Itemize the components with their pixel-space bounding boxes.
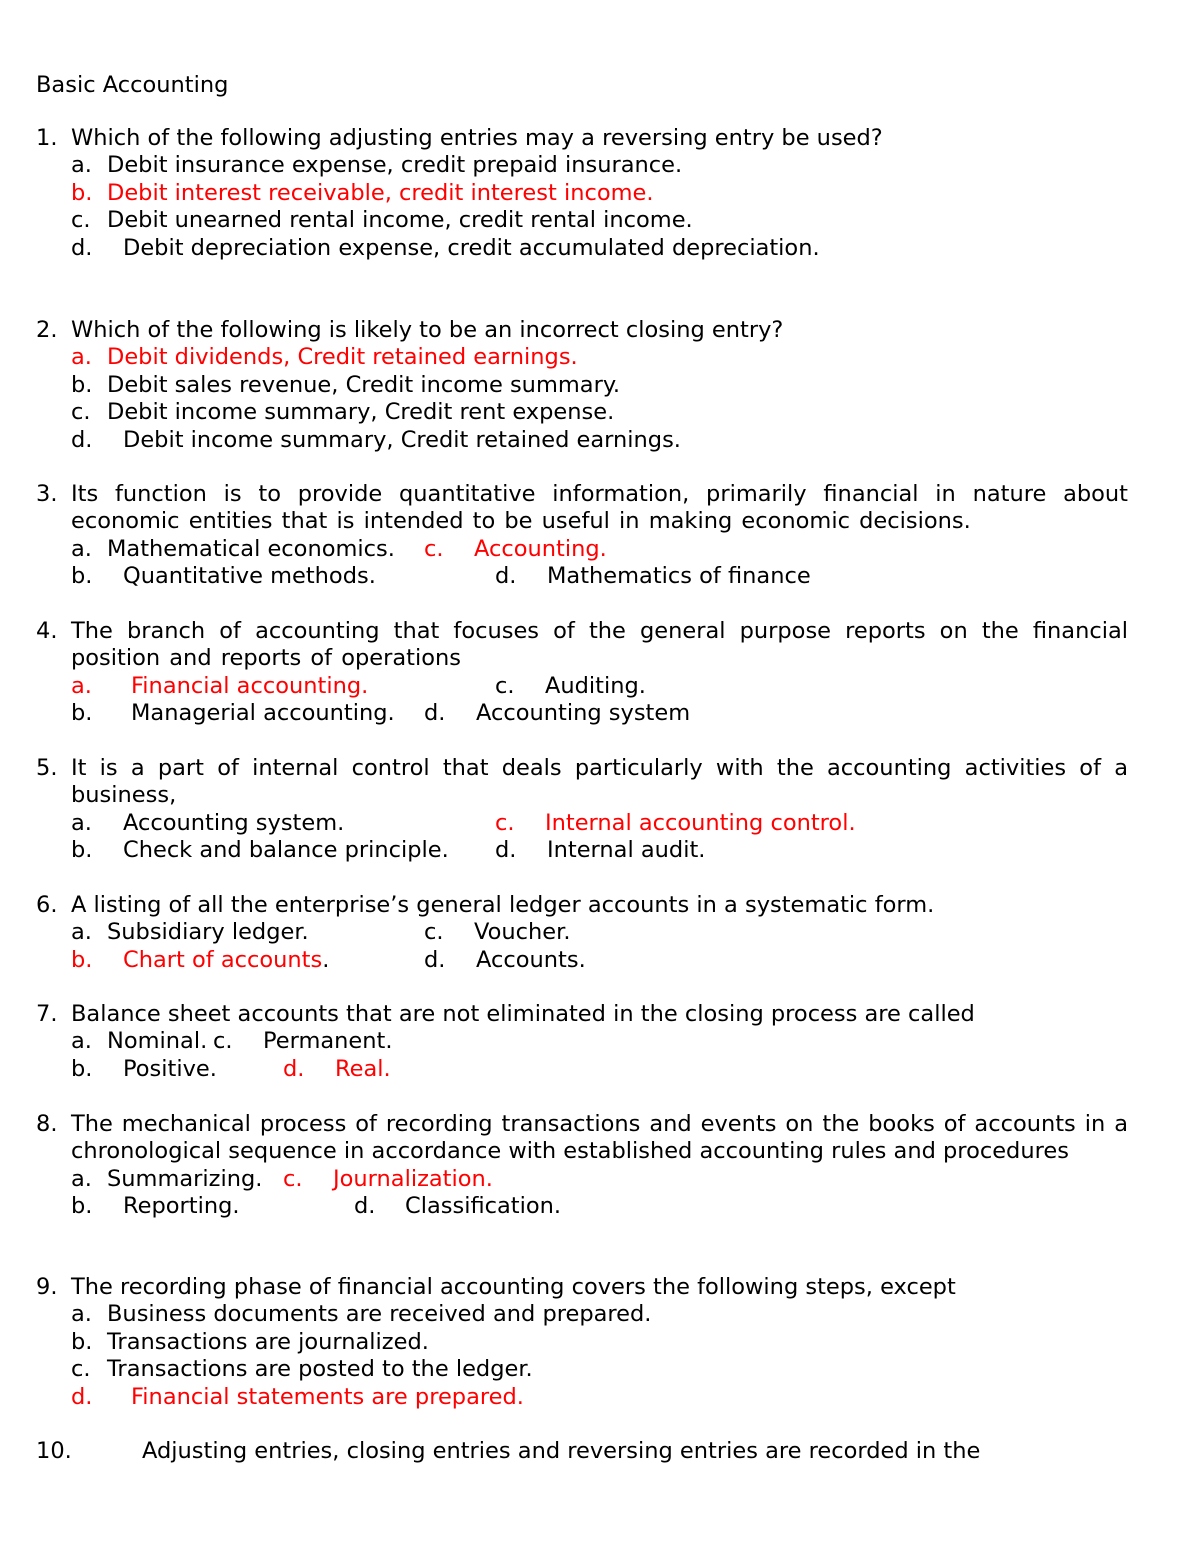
question-4 [36,618,1128,728]
correct-option-text: Accounting. [474,535,607,562]
question-text: A listing of all the enterprise’s general ledger accounts in a systematic form. [71,892,935,918]
option-letter: a. [71,1301,92,1328]
correct-option-letter: c. [283,1165,303,1192]
option-text: Debit insurance expense, credit prepaid insurance. [107,152,683,179]
option-text: Check and balance principle. [123,837,449,864]
question-7 [36,1001,1128,1083]
option-letter: b. [71,179,93,206]
option-letter: a. [71,919,92,946]
correct-option-row [71,180,1128,207]
option-text: Accounting system. [123,809,345,836]
question-5 [36,755,1128,865]
option-letter: a. [71,1165,92,1192]
option-text: Subsidiary ledger. [107,919,309,946]
option-row [71,837,1128,864]
option-text: Positive. [123,1055,217,1082]
question-text: Its function is to provide quantitative information, primarily financial in nature about economic entities that is intended to be useful in making economic decisions. [71,481,1128,535]
correct-option-letter: b. [71,946,93,973]
question-number: 6. [36,892,58,918]
question-2 [36,317,1128,454]
correct-option-text: Real. [335,1055,391,1082]
question-number: 8. [36,1111,58,1137]
option-letter: d. [71,234,93,261]
correct-option-row [71,1384,1128,1411]
option-text: Auditing. [545,672,646,699]
question-9 [36,1274,1128,1411]
option-letter: b. [71,371,93,398]
option-text: Voucher. [474,919,571,946]
question-text: The branch of accounting that focuses of the general purpose reports on the financial position and reports of operations [71,618,1128,672]
option-text: Business documents are received and prepared. [107,1301,652,1328]
option-letter: c. [213,1028,233,1055]
option-letter: c. [71,207,91,234]
option-text: Debit dividends, Credit retained earnings. [107,344,578,371]
option-letter: c. [71,399,91,426]
question-10 [36,1438,1128,1465]
option-text: Debit income summary, Credit rent expense. [107,399,615,426]
correct-option-letter: c. [495,809,515,836]
question-text: Which of the following is likely to be an incorrect closing entry? [71,317,784,343]
question-8 [36,1111,1128,1221]
option-letter: a. [71,535,92,562]
option-text: Mathematical economics. [107,535,395,562]
option-row [71,399,1128,426]
option-row [71,1028,1128,1055]
option-row [71,235,1128,262]
option-letter: b. [71,1328,93,1355]
option-text: Debit income summary, Credit retained earnings. [123,426,681,453]
option-row [71,152,1128,179]
question-number: 2. [36,317,58,343]
option-text: Permanent. [263,1028,393,1055]
option-text: Mathematics of finance [547,563,811,590]
correct-option-row [71,344,1128,371]
option-letter: d. [71,426,93,453]
question-number: 5. [36,755,58,781]
correct-option-text: Chart of accounts [123,946,323,973]
option-letter: d. [495,837,517,864]
document-title: Basic Accounting [36,72,229,98]
option-row [71,427,1128,454]
option-text: Summarizing. [107,1165,263,1192]
option-letter: d. [495,563,517,590]
option-letter: c. [71,1356,91,1383]
option-text: Transactions are journalized. [107,1328,429,1355]
question-text: Balance sheet accounts that are not eliminated in the closing process are called [71,1001,975,1027]
option-letter: a. [71,344,92,371]
correct-option-letter: d. [283,1055,305,1082]
option-text: Debit interest receivable, credit interest income. [107,179,654,206]
correct-option-text: Journalization. [333,1165,493,1192]
question-number: 10. [36,1438,72,1464]
option-text: Quantitative methods. [123,563,376,590]
option-text: Accounting system [476,700,691,727]
correct-option-text: Internal accounting control. [545,809,856,836]
question-text: The recording phase of financial accounting covers the following steps, except [71,1274,956,1300]
option-letter: a. [71,809,92,836]
option-row [71,700,1128,727]
option-row [71,673,1128,700]
option-letter: b. [71,837,93,864]
option-row [71,1166,1128,1193]
option-text: Debit unearned rental income, credit rental income. [107,207,693,234]
option-letter: b. [71,1055,93,1082]
option-row [71,372,1128,399]
option-text: Accounts. [476,946,586,973]
option-text: Financial statements are prepared. [131,1383,524,1410]
option-letter: d. [354,1193,376,1220]
option-text: Nominal. [107,1028,208,1055]
option-letter: a. [71,1028,92,1055]
option-row [71,919,1128,946]
option-letter: d. [424,946,446,973]
option-period: . [322,946,330,973]
question-number: 4. [36,618,58,644]
option-letter: b. [71,563,93,590]
option-text: Reporting. [123,1193,240,1220]
option-text: Debit sales revenue, Credit income summary. [107,371,621,398]
question-text: Adjusting entries, closing entries and reversing entries are recorded in the [142,1438,981,1464]
question-3 [36,481,1128,591]
option-row [71,1193,1128,1220]
question-1 [36,125,1128,262]
correct-option-letter: c. [424,535,444,562]
question-text: It is a part of internal control that deals particularly with the accounting activities of a business, [71,755,1128,809]
option-letter: a. [71,152,92,179]
option-row [71,810,1128,837]
option-row [71,947,1128,974]
option-text: Debit depreciation expense, credit accumulated depreciation. [123,234,820,261]
question-text: The mechanical process of recording transactions and events on the books of accounts in a chronological sequence in accordance with established accounting rules and procedures [71,1111,1128,1165]
option-text: Internal audit. [547,837,706,864]
option-row [71,1301,1128,1328]
question-6 [36,892,1128,974]
option-text: Managerial accounting. [131,700,395,727]
correct-option-letter: a. [71,672,92,699]
question-number: 3. [36,481,58,507]
option-letter: b. [71,700,93,727]
option-letter: d. [71,1383,93,1410]
option-row [71,536,1128,563]
option-text: Classification. [405,1193,562,1220]
option-letter: c. [424,919,444,946]
option-letter: d. [424,700,446,727]
option-text: Transactions are posted to the ledger. [107,1356,533,1383]
option-row [71,1329,1128,1356]
option-row [71,1056,1128,1083]
option-letter: b. [71,1193,93,1220]
option-row [71,563,1128,590]
correct-option-text: Financial accounting. [131,672,369,699]
option-letter: c. [495,672,515,699]
question-text: Which of the following adjusting entries may a reversing entry be used? [71,125,883,151]
option-row [71,207,1128,234]
question-number: 7. [36,1001,58,1027]
option-row [71,1356,1128,1383]
question-number: 9. [36,1274,58,1300]
question-number: 1. [36,125,58,151]
